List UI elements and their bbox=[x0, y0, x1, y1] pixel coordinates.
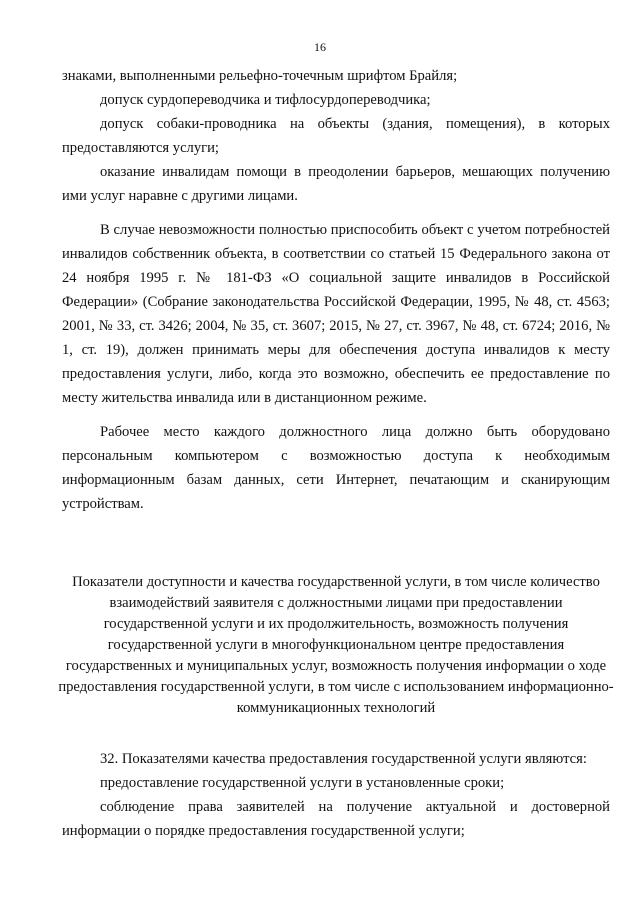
paragraph-sign-interpreter: допуск сурдопереводчика и тифлосурдопереводчика; bbox=[100, 92, 431, 108]
paragraph-quality-indicators: 32. Показателями качества предоставления государственной услуги являются: bbox=[100, 751, 587, 767]
paragraph-workplace: Рабочее место каждого должностного лица должно быть оборудовано персональным компьютером с возможностью доступа к необходимым информационным базам данных, сети Интернет, печатающим и сканирующим устройствам. bbox=[62, 424, 610, 512]
paragraph-guide-dog: допуск собаки-проводника на объекты (здания, помещения), в которых предоставляются услуги; bbox=[62, 116, 610, 156]
paragraph-accessibility-measures: В случае невозможности полностью приспособить объект с учетом потребностей инвалидов собственник объекта, в соответствии со статьей 15 Федерального закона от 24 ноября 1995 г. № 181-ФЗ «О социальной защите инвалидов в Российской Федерации» (Собрание законодательства Российской Федерации, 1995, № 48, ст. 4563; 2001, № 33, ст. 3426; 2004, № 35, ст. 3607; 2015, № 27, ст. 3967, № 48, ст. 6724; 2016, № 1, ст. 19), должен принимать меры для обеспечения доступа инвалидов к месту предоставления услуги, либо, когда это возможно, обеспечить ее предоставление по месту жительства инвалида или в дистанционном режиме. bbox=[62, 222, 610, 406]
paragraph-assistance: оказание инвалидам помощи в преодолении барьеров, мешающих получению ими услуг наравне с другими лицами. bbox=[62, 164, 610, 204]
page-number: 16 bbox=[314, 40, 326, 54]
paragraph-deadlines: предоставление государственной услуги в установленные сроки; bbox=[100, 775, 505, 791]
paragraph-information-rights: соблюдение права заявителей на получение актуальной и достоверной информации о порядке предоставления государственной услуги; bbox=[62, 799, 610, 839]
document-body bbox=[58, 64, 614, 843]
paragraph-braille: знаками, выполненными рельефно-точечным шрифтом Брайля; bbox=[62, 68, 458, 84]
section-heading: Показатели доступности и качества государственной услуги, в том числе количество взаимодействий заявителя с должностными лицами при предоставлении государственной услуги и их продолжительность, возможность получения государственной услуги в многофункциональном центре предоставления государственных и муниципальных услуг, возможность получения информации о ходе предоставления государственной услуги, в том числе с использованием информационно-коммуникационных технологий bbox=[58, 574, 614, 716]
